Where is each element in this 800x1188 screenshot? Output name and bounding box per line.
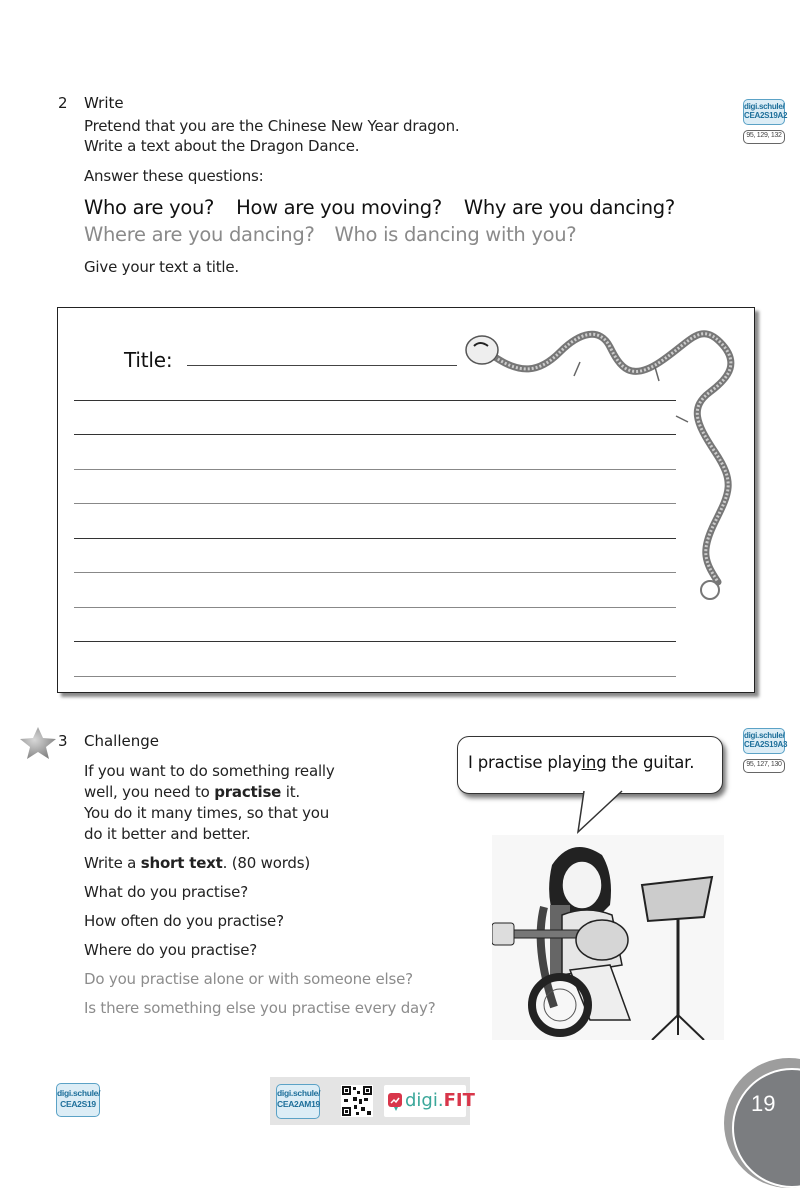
challenge-question: Where do you practise? xyxy=(84,941,257,959)
challenge-star-icon xyxy=(18,726,58,760)
footer-digi-schule-am-badge[interactable]: digi.schule/ CEA2AM19 xyxy=(276,1084,320,1119)
digi-schule-badge-3[interactable]: digi.schule/ CEA2S19A3 xyxy=(743,728,785,754)
title-prompt: Give your text a title. xyxy=(84,258,239,276)
writing-line[interactable] xyxy=(74,676,676,677)
writing-box xyxy=(57,307,755,693)
question: Where are you dancing? xyxy=(84,223,315,246)
main-questions xyxy=(84,196,675,219)
page-reference-badge-2: 95, 129, 132 xyxy=(743,130,785,144)
challenge-question: How often do you practise? xyxy=(84,912,284,930)
digifit-logo[interactable] xyxy=(384,1085,475,1117)
digi-schule-badge-2[interactable]: digi.schule/ CEA2S19A2 xyxy=(743,99,785,125)
question: Who are you? xyxy=(84,196,215,219)
writing-task: Write a short text. (80 words) xyxy=(84,854,311,872)
qr-code-icon[interactable] xyxy=(341,1085,373,1117)
exercise-3-title: Challenge xyxy=(84,732,159,750)
title-input-line[interactable] xyxy=(187,365,457,366)
answer-prompt: Answer these questions: xyxy=(84,167,264,185)
speech-bubble-tail xyxy=(570,790,630,836)
challenge-question-extra: Is there something else you practise every day? xyxy=(84,999,436,1017)
digifit-label: digi.FIT xyxy=(405,1090,475,1111)
exercise-2-instruction-2: Write a text about the Dragon Dance. xyxy=(84,137,360,155)
writing-line[interactable] xyxy=(74,641,676,642)
exercise-2-title: Write xyxy=(84,94,124,112)
digifit-logo-icon xyxy=(388,1093,404,1111)
challenge-paragraph: If you want to do something really well, you need to practise it. You do it many times, so that you do it better and better. xyxy=(84,762,335,843)
title-label: Title: xyxy=(124,348,173,372)
challenge-question-extra: Do you practise alone or with someone else? xyxy=(84,970,413,988)
page-number-badge xyxy=(724,1058,800,1188)
page-number: 19 xyxy=(751,1091,776,1116)
question: Who is dancing with you? xyxy=(334,223,577,246)
exercise-2-instruction-1: Pretend that you are the Chinese New Year dragon. xyxy=(84,117,460,135)
keyword-practise: practise xyxy=(214,783,282,801)
question: How are you moving? xyxy=(236,196,442,219)
exercise-3-number: 3 xyxy=(58,732,68,750)
extra-questions xyxy=(84,223,576,246)
speech-bubble-text: I practise playing the guitar. xyxy=(468,753,695,772)
dragon-illustration xyxy=(460,322,750,612)
challenge-question: What do you practise? xyxy=(84,883,248,901)
exercise-2-number: 2 xyxy=(58,94,68,112)
girl-guitar-illustration xyxy=(492,835,724,1040)
page-reference-badge-3: 95, 127, 130 xyxy=(743,759,785,773)
footer-digi-schule-badge[interactable]: digi.schule/ CEA2S19 xyxy=(56,1083,100,1117)
speech-bubble xyxy=(457,736,723,794)
question: Why are you dancing? xyxy=(463,196,675,219)
